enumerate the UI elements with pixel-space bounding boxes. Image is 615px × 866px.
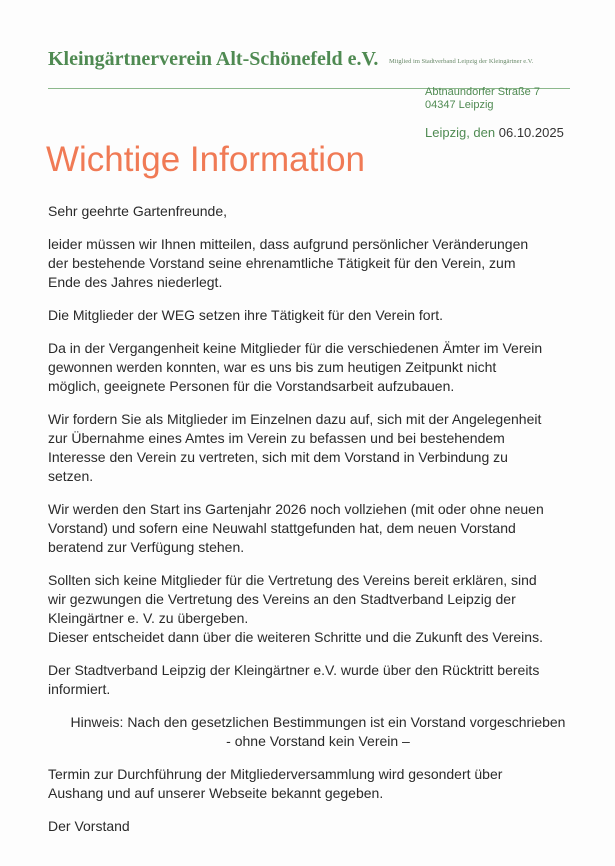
address-city: 04347 Leipzig (425, 99, 494, 111)
paragraph: Wir fordern Sie als Mitglieder im Einzelnen dazu auf, sich mit der Angelegenheit zur Übernahme eines Amtes im Verein zu befassen und bei bestehendem Interesse den Verein zu vertreten, sich mit dem Vorstand in Verbindung zu setzen. (48, 411, 542, 484)
address (425, 86, 540, 112)
organization-name: Kleingärtnerverein Alt-Schönefeld e.V. (48, 48, 379, 70)
paragraph: Termin zur Durchführung der Mitgliederversammlung wird gesondert über Aushang und auf unserer Webseite bekannt gegeben. (48, 766, 503, 801)
date-prefix: Leipzig, den (425, 125, 496, 140)
paragraph: Der Stadtverband Leipzig der Kleingärtner e.V. wurde über den Rücktritt bereits informiert. (48, 662, 540, 697)
notice: Hinweis: Nach den gesetzlichen Bestimmungen ist ein Vorstand vorgeschrieben - ohne Vorstand kein Verein – (70, 714, 566, 749)
paragraph: Wir werden den Start ins Gartenjahr 2026 noch vollziehen (mit oder ohne neuen Vorstand) und sofern eine Neuwahl stattgefunden hat, dem neuen Vorstand beratend zur Verfügung stehen. (48, 501, 544, 555)
date: 06.10.2025 (498, 125, 564, 140)
page-title: Wichtige Information (46, 140, 366, 179)
signature: Der Vorstand (48, 818, 130, 834)
paragraph: Sollten sich keine Mitglieder für die Vertretung des Vereins bereit erklären, sind wir gezwungen die Vertretung des Vereins an den Stadtverband Leipzig der Kleingärtner e. V. zu übergeben. Dieser entscheidet dann über die weiteren Schritte und die Zukunft des Vereins. (48, 572, 543, 645)
salutation: Sehr geehrte Gartenfreunde, (48, 203, 228, 219)
letter-body (48, 202, 588, 850)
paragraph: leider müssen wir Ihnen mitteilen, dass aufgrund persönlicher Veränderungen der bestehende Vorstand seine ehrenamtliche Tätigkeit für den Verein, zum Ende des Jahres niederlegt. (48, 236, 529, 290)
address-street: Abtnaundorfer Straße 7 (425, 86, 540, 98)
paragraph: Da in der Vergangenheit keine Mitglieder für die verschiedenen Ämter im Verein gewonnen werden konnten, war es uns bis zum heutigen Zeitpunkt nicht möglich, geeignete Personen für die Vorstandsarbeit aufzubauen. (48, 340, 543, 394)
paragraph: Die Mitglieder der WEG setzen ihre Tätigkeit für den Verein fort. (48, 307, 444, 323)
date-line (425, 125, 564, 140)
membership-note: Mitglied im Stadtverband Leipzig der Kleingärtner e.V. (389, 58, 534, 65)
